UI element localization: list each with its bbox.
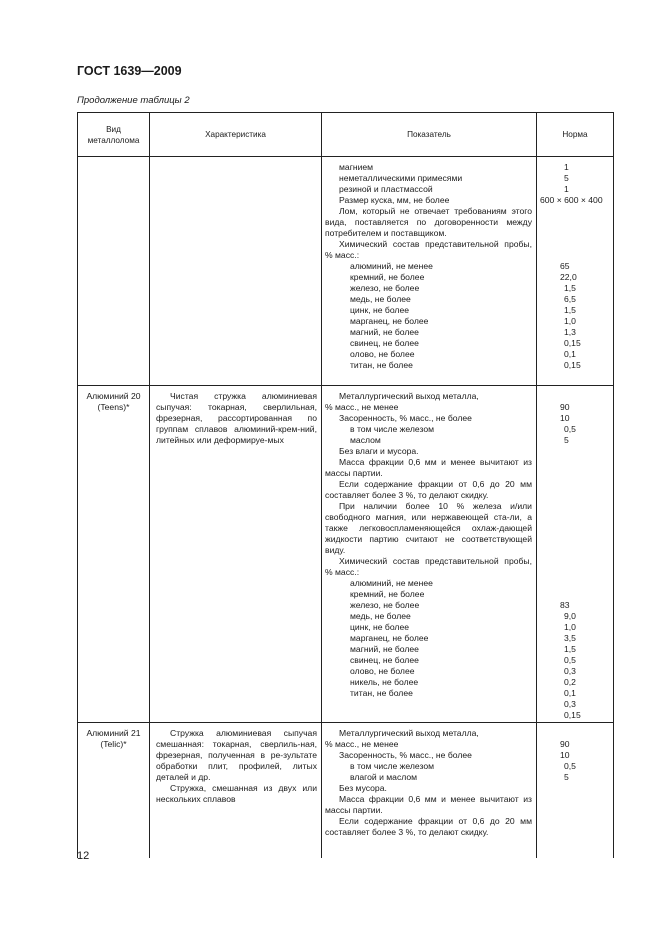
chem-line: магний, не более (350, 327, 419, 337)
col-header-type: Вид металлолома (78, 113, 150, 157)
norm-value: 22,0 (560, 272, 577, 282)
characteristic-cell (150, 723, 322, 859)
scrap-type-name: Алюминий 21 (86, 728, 141, 738)
table-header-row (78, 113, 614, 157)
scrap-type-cell (78, 386, 150, 723)
indicator-paragraph: При наличии более 10 % железа и/или свободного магния, или нержавеющей ста-ли, а также легковоспламеняющейся охлаж-дающей жидкости партию считают не соответствующей виду. (325, 501, 532, 555)
chem-line: медь, не более (350, 611, 411, 621)
norm-value: 0,3 (564, 666, 576, 676)
indicator-paragraph: Если содержание фракции от 0,6 до 20 мм составляет более 3 %, то делают скидку. (325, 816, 532, 837)
indicator-line: магнием (339, 162, 374, 172)
chem-line: медь, не более (350, 294, 411, 304)
norm-value: 0,2 (564, 677, 576, 687)
indicator-paragraph: Химический состав представительной пробы, % масс.: (325, 239, 532, 260)
indicator-line: Металлургический выход металла, (339, 391, 479, 401)
norm-value: 90 (560, 739, 570, 749)
chem-line: олово, не более (350, 349, 415, 359)
norm-value: 600 × 600 × 400 (540, 195, 603, 205)
indicator-line: в том числе железом (350, 761, 435, 771)
norm-value: 5 (564, 772, 569, 782)
chem-line: железо, не более (350, 283, 420, 293)
chem-line: кремний, не более (350, 272, 425, 282)
chem-line: титан, не более (350, 688, 413, 698)
indicator-line: в том числе железом (350, 424, 435, 434)
specification-table (77, 112, 614, 858)
indicator-paragraph: Химический состав представительной пробы, % масс.: (325, 556, 532, 577)
indicator-line: резиной и пластмассой (339, 184, 433, 194)
norm-value: 1,3 (564, 327, 576, 337)
norm-value: 0,1 (564, 688, 576, 698)
norm-value: 1,5 (564, 644, 576, 654)
norm-value: 5 (564, 173, 569, 183)
table-row (78, 386, 614, 723)
document-title: ГОСТ 1639—2009 (77, 64, 182, 78)
page-number: 12 (77, 850, 90, 862)
indicator-line: неметаллическими примесями (339, 173, 463, 183)
characteristic-cell (150, 157, 322, 386)
scrap-type-name: Алюминий 20 (86, 391, 141, 401)
indicator-line: % масс., не менее (325, 402, 399, 412)
chem-line: цинк, не более (350, 622, 410, 632)
scrap-type-code: (Telic)* (100, 739, 127, 749)
norm-value: 6,5 (564, 294, 576, 304)
norm-value: 65 (560, 261, 570, 271)
norm-value: 1,0 (564, 622, 576, 632)
table-row (78, 157, 614, 386)
norm-value: 1,5 (564, 283, 576, 293)
norm-value: 0,5 (564, 655, 576, 665)
chem-line: олово, не более (350, 666, 415, 676)
norm-value: 10 (560, 750, 570, 760)
indicator-paragraph: Если содержание фракции от 0,6 до 20 мм составляет более 3 %, то делают скидку. (325, 479, 532, 500)
chem-line: магний, не более (350, 644, 419, 654)
chem-line: марганец, не более (350, 316, 429, 326)
norm-value: 0,15 (564, 710, 581, 720)
norm-value: 10 (560, 413, 570, 423)
chem-line: титан, не более (350, 360, 413, 370)
chem-line: цинк, не более (350, 305, 410, 315)
norm-cell (537, 723, 614, 859)
characteristic-cell (150, 386, 322, 723)
indicator-paragraph: Масса фракции 0,6 мм и менее вычитают из массы партии. (325, 794, 532, 815)
indicator-line: Размер куска, мм, не более (339, 195, 450, 205)
characteristic-text: Стружка алюминиевая сыпучая смешанная: токарная, сверлиль-ная, фрезерная, полученная в ре-зультате обработки плит, профилей, литых деталей и др. (156, 728, 317, 782)
norm-value: 0,5 (564, 761, 576, 771)
chem-line: свинец, не более (350, 338, 419, 348)
chem-line: марганец, не более (350, 633, 429, 643)
norm-value: 1,0 (564, 316, 576, 326)
norm-value: 0,15 (564, 338, 581, 348)
norm-value: 83 (560, 600, 570, 610)
indicator-cell (322, 723, 537, 859)
chem-line: свинец, не более (350, 655, 419, 665)
indicator-line: маслом (350, 435, 381, 445)
norm-value: 0,5 (564, 424, 576, 434)
characteristic-text: Чистая стружка алюминиевая сыпучая: токарная, сверлильная, фрезерная, рассортированная по группам сплавов алюминий-крем-ний, литейных или деформируе-мых (156, 391, 317, 445)
indicator-line: Засоренность, % масс., не более (339, 750, 472, 760)
col-header-characteristic: Характеристика (150, 113, 322, 157)
scrap-type-cell (78, 723, 150, 859)
norm-value: 0,1 (564, 349, 576, 359)
norm-cell (537, 157, 614, 386)
indicator-line: влагой и маслом (350, 772, 418, 782)
scrap-type-code: (Teens)* (97, 402, 130, 412)
indicator-paragraph: Лом, который не отвечает требованиям этого вида, поставляется по договоренности между потребителем и поставщиком. (325, 206, 532, 238)
indicator-line: % масс., не менее (325, 739, 399, 749)
characteristic-text: Стружка, смешанная из двух или нескольких сплавов (156, 783, 317, 804)
table-row (78, 723, 614, 859)
indicator-line: Засоренность, % масс., не более (339, 413, 472, 423)
norm-value: 90 (560, 402, 570, 412)
norm-value: 9,0 (564, 611, 576, 621)
table-caption: Продолжение таблицы 2 (77, 95, 190, 106)
indicator-paragraph: Без влаги и мусора. (339, 446, 419, 456)
chem-line: железо, не более (350, 600, 420, 610)
indicator-cell (322, 157, 537, 386)
norm-value: 0,15 (564, 360, 581, 370)
norm-value: 1,5 (564, 305, 576, 315)
chem-line: кремний, не более (350, 589, 425, 599)
chem-line: алюминий, не менее (350, 578, 433, 588)
indicator-paragraph: Без мусора. (339, 783, 387, 793)
col-header-norm: Норма (537, 113, 614, 157)
chem-line: никель, не более (350, 677, 419, 687)
norm-value: 0,3 (564, 699, 576, 709)
indicator-paragraph: Масса фракции 0,6 мм и менее вычитают из массы партии. (325, 457, 532, 478)
col-header-indicator: Показатель (322, 113, 537, 157)
norm-value: 3,5 (564, 633, 576, 643)
norm-value: 1 (564, 162, 569, 172)
scrap-type-cell (78, 157, 150, 386)
norm-cell (537, 386, 614, 723)
norm-value: 1 (564, 184, 569, 194)
chem-line: алюминий, не менее (350, 261, 433, 271)
indicator-line: Металлургический выход металла, (339, 728, 479, 738)
norm-value: 5 (564, 435, 569, 445)
indicator-cell (322, 386, 537, 723)
